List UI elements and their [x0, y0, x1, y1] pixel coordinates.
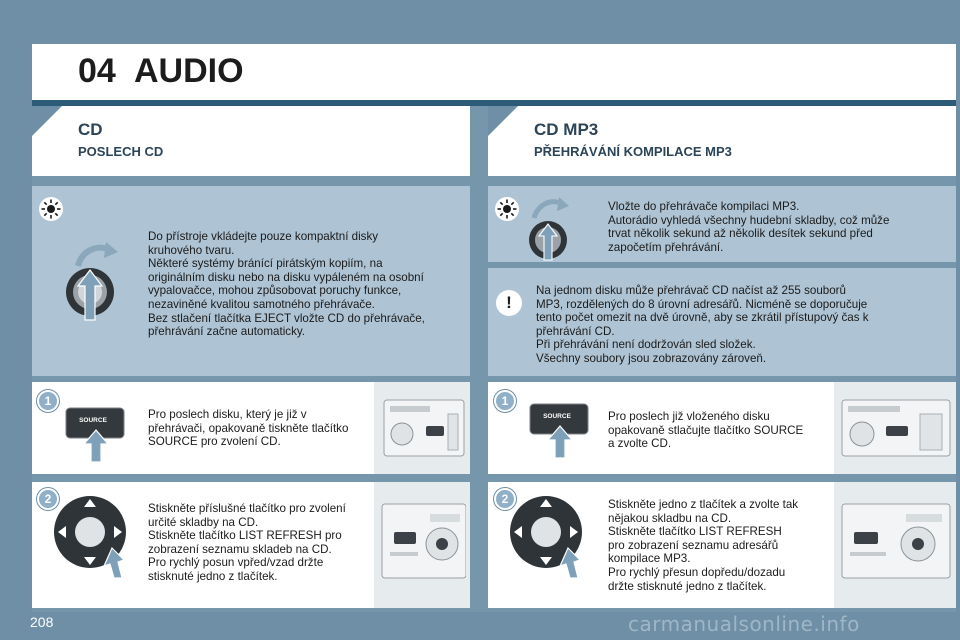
page-number: 208 — [30, 614, 54, 630]
right-info-text: Vložte do přehrávače kompilaci MP3. Autorádio vyhledá všechny hudební skladby, což může trvat několik sekund až několik desítek sekund před započetím přehrávání. — [608, 200, 890, 254]
watermark: carmanualsonline.info — [628, 612, 860, 636]
left-step1-text: Pro poslech disku, který je již v přehrávači, opakovaně tiskněte tlačítko SOURCE pro zvolení CD. — [148, 408, 349, 449]
insert-disc-icon — [522, 196, 578, 262]
warning-icon: ! — [496, 290, 522, 316]
source-button-icon — [528, 400, 592, 460]
source-button-label: SOURCE — [543, 413, 571, 420]
insert-disc-icon — [60, 240, 126, 326]
radio-controls-icon — [840, 498, 952, 590]
right-section-heading — [488, 106, 956, 176]
source-button-label: SOURCE — [79, 417, 107, 424]
chapter-title: AUDIO — [134, 52, 244, 90]
left-section-title: CD — [78, 120, 103, 139]
left-step1-badge: 1 — [37, 390, 59, 412]
left-step2-badge: 2 — [37, 488, 59, 510]
direction-pad-icon — [508, 494, 590, 580]
source-button-icon — [64, 404, 128, 464]
left-step2-text: Stiskněte příslušné tlačítko pro zvolení určité skladby na CD. Stiskněte tlačítko LIST REFRESH pro zobrazení seznamu skladeb na CD. Pro rychlý posun vpřed/vzad držte stisknuté jedno z tlačítek. — [148, 502, 346, 583]
radio-controls-icon — [380, 498, 466, 590]
left-section-heading — [32, 106, 470, 176]
left-info-text: Do přístroje vkládejte pouze kompaktní disky kruhového tvaru. Některé systémy bránící pirátským kopiím, na originálním disku nebo na disku vypáleném na osobní vypalovačce, mohou způsobovat poruchy funkce, nezaviněné kvalitou samotného přehrávače. Bez stlačení tlačítka EJECT vložte CD do přehrávače, přehrávání začne automaticky. — [148, 230, 425, 339]
corner-cut-right — [488, 106, 518, 136]
radio-unit-icon — [380, 394, 466, 462]
chapter-number: 04 — [78, 52, 116, 90]
right-step1-badge: 1 — [494, 390, 516, 412]
right-step2-badge: 2 — [494, 488, 516, 510]
right-section-subtitle: PŘEHRÁVÁNÍ KOMPILACE MP3 — [534, 144, 732, 159]
right-section-title: CD MP3 — [534, 120, 599, 139]
right-step2-text: Stiskněte jedno z tlačítek a zvolte tak nějakou skladbu na CD. Stiskněte tlačítko LIST REFRESH pro zobrazení seznamu adresářů kompilace MP3. Pro rychlý přesun dopředu/dozadu držte stisknuté jedno z tlačítek. — [608, 498, 799, 593]
direction-pad-icon — [52, 494, 134, 580]
right-step1-text: Pro poslech již vloženého disku opakovaně stlačujte tlačítko SOURCE a zvolte CD. — [608, 410, 804, 451]
left-section-subtitle: POSLECH CD — [78, 144, 164, 159]
radio-unit-icon — [840, 394, 952, 462]
info-sun-icon — [38, 196, 64, 222]
right-warning-text: Na jednom disku může přehrávač CD načíst až 255 souborů MP3, rozdělených do 8 úrovní adresářů. Nicméně se doporučuje tento počet omezit na dvě úrovně, aby se zkrátil přístupový čas k přehrávání CD. Při přehrávání není dodržován sled složek. Všechny soubory jsou zobrazovány zároveň. — [536, 284, 869, 365]
corner-cut-left — [32, 106, 62, 136]
info-sun-icon — [494, 196, 520, 222]
